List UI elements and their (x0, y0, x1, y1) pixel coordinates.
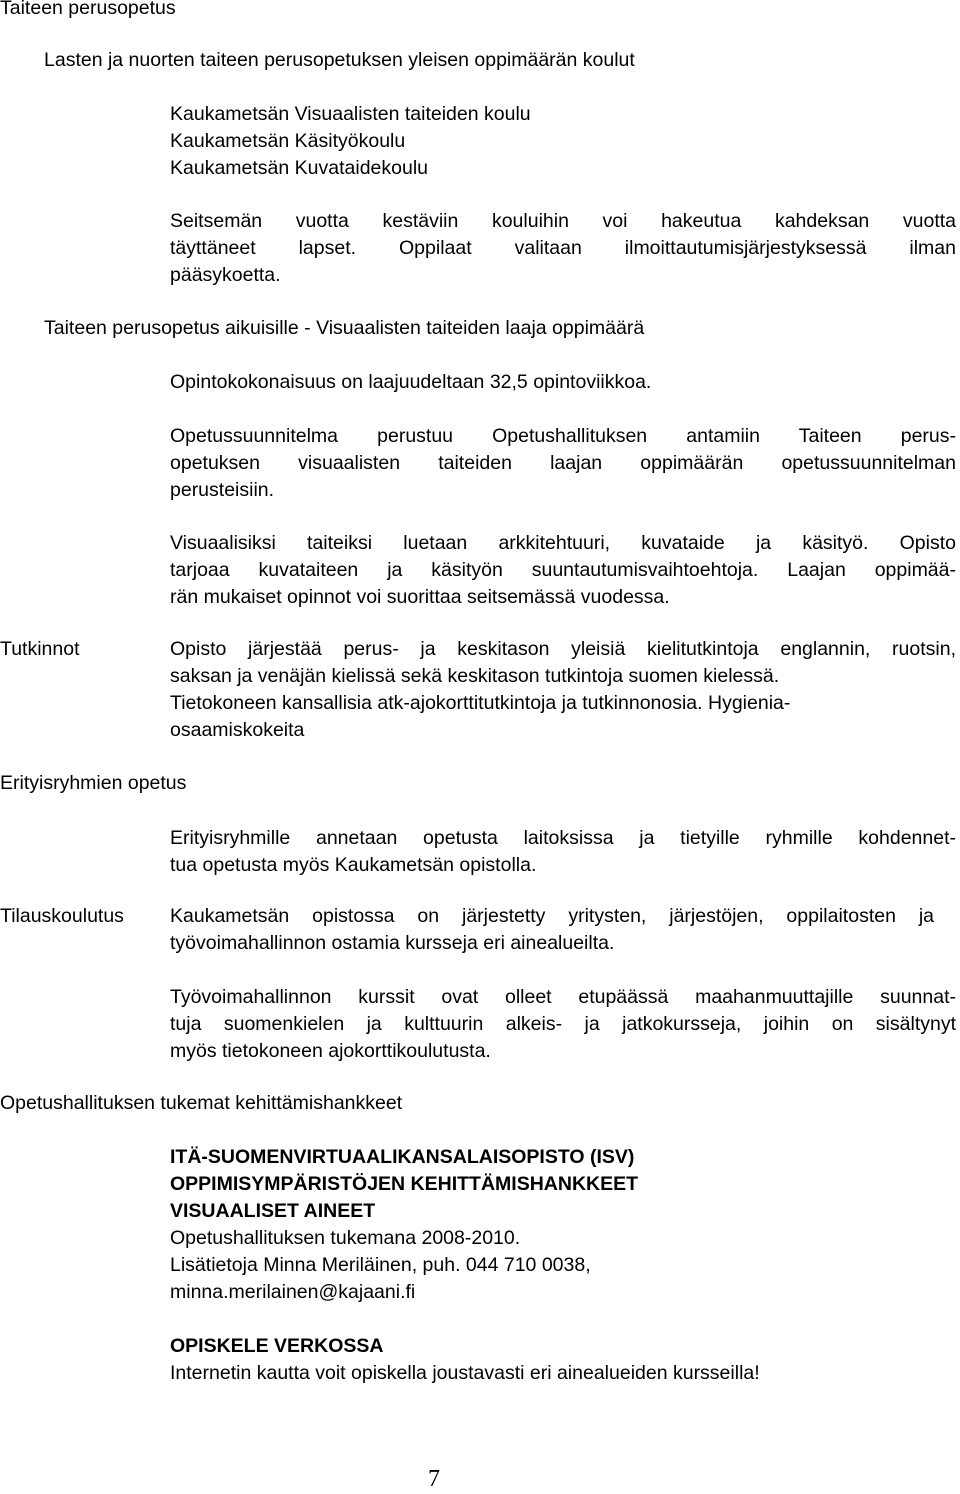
project-line: Opetushallituksen tukemana 2008-2010. (170, 1227, 521, 1249)
erityis-line: tua opetusta myös Kaukametsän opistolla. (170, 854, 537, 876)
tilaus-line: työvoimahallinnon ostamia kursseja eri ainealueilta. (170, 932, 615, 954)
erityis-line: Erityisryhmille annetaan opetusta laitoksissa ja tietyille ryhmille kohdennet- (170, 827, 956, 849)
project-bold-line: VISUAALISET AINEET (170, 1200, 376, 1222)
project-bold-line: ITÄ-SUOMENVIRTUAALIKANSALAISOPISTO (ISV) (170, 1146, 635, 1168)
project-bold-line: OPPIMISYMPÄRISTÖJEN KEHITTÄMISHANKKEET (170, 1173, 639, 1195)
school-item: Kaukametsän Käsityökoulu (170, 130, 406, 152)
online-text: Internetin kautta voit opiskella joustavasti eri ainealueiden kursseilla! (170, 1362, 760, 1384)
schools-info-line: täyttäneet lapset. Oppilaat valitaan ilmoittautumisjärjestyksessä ilman (170, 237, 956, 259)
tutkinnot-line: Opisto järjestää perus- ja keskitason yleisiä kielitutkintoja englannin, ruotsin, (170, 638, 956, 660)
adults-paragraph-line: Visuaalisiksi taiteiksi luetaan arkkitehtuuri, kuvataide ja käsityö. Opisto (170, 532, 956, 554)
adults-paragraph-line: perusteisiin. (170, 479, 275, 501)
school-item: Kaukametsän Kuvataidekoulu (170, 157, 429, 179)
project-email-link[interactable]: minna.merilainen@kajaani.fi (170, 1281, 416, 1303)
tutkinnot-line: saksan ja venäjän kielissä sekä keskitason tutkintoja suomen kielessä. (170, 665, 780, 687)
online-title: OPISKELE VERKOSSA (170, 1335, 384, 1357)
school-item: Kaukametsän Visuaalisten taiteiden koulu (170, 103, 531, 125)
page-heading: Taiteen perusopetus (0, 0, 176, 19)
schools-info-line: Seitsemän vuotta kestäviin kouluihin voi hakeutua kahdeksan vuotta (170, 210, 956, 232)
adults-paragraph-line: opetuksen visuaalisten taiteiden laajan oppimäärän opetussuunnitelman (170, 452, 956, 474)
adults-title: Taiteen perusopetus aikuisille - Visuaalisten taiteiden laaja oppimäärä (44, 317, 645, 339)
adults-paragraph-line: tarjoaa kuvataiteen ja käsityön suuntautumisvaihtoehtoja. Laajan oppimää- (170, 559, 956, 581)
tilaus-line: myös tietokoneen ajokorttikoulutusta. (170, 1040, 491, 1062)
project-line: Lisätietoja Minna Meriläinen, puh. 044 710 0038, (170, 1254, 591, 1276)
tilaus-line: tuja suomenkielen ja kulttuurin alkeis- ja jatkokursseja, joihin on sisältynyt (170, 1013, 956, 1035)
tilaus-line: Työvoimahallinnon kurssit ovat olleet etupäässä maahanmuuttajille suunnat- (170, 986, 956, 1008)
section-label-erityisryhmat: Erityisryhmien opetus (0, 772, 187, 794)
tutkinnot-line: Tietokoneen kansallisia atk-ajokorttitutkintoja ja tutkinnonosia. Hygienia- (170, 692, 791, 714)
section-label-tilauskoulutus: Tilauskoulutus (0, 905, 124, 927)
adults-paragraph: Opintokokonaisuus on laajuudeltaan 32,5 opintoviikkoa. (170, 371, 652, 393)
section-label-projects: Opetushallituksen tukemat kehittämishankkeet (0, 1092, 403, 1114)
section-label-tutkinnot: Tutkinnot (0, 638, 80, 660)
schools-title: Lasten ja nuorten taiteen perusopetuksen yleisen oppimäärän koulut (44, 49, 635, 71)
tutkinnot-line: osaamiskokeita (170, 719, 305, 741)
page-number: 7 (428, 1466, 440, 1492)
adults-paragraph-line: rän mukaiset opinnot voi suorittaa seitsemässä vuodessa. (170, 586, 670, 608)
schools-info-line: pääsykoetta. (170, 264, 281, 286)
tilaus-line: Kaukametsän opistossa on järjestetty yritysten, järjestöjen, oppilaitosten ja (170, 905, 934, 927)
adults-paragraph-line: Opetussuunnitelma perustuu Opetushallituksen antamiin Taiteen perus- (170, 425, 956, 447)
